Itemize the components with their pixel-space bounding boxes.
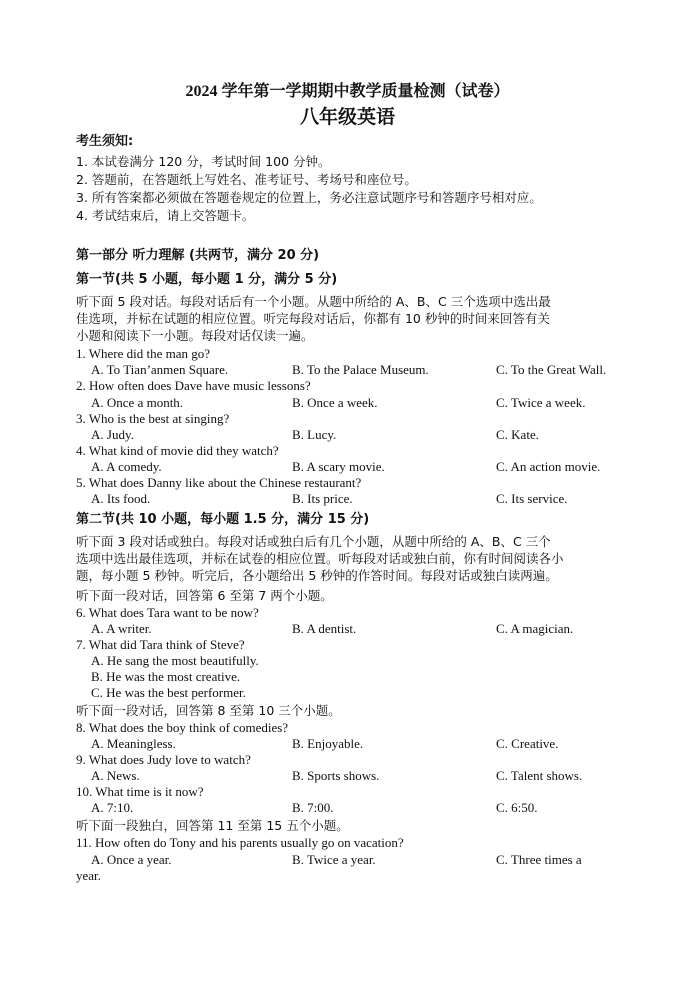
section1-instructions: 听下面 5 段对话。每段对话后有一个小题。从题中所给的 A、B、C 三个选项中选出最 佳选项，并标在试题的相应位置。听完每段对话后，你都有 10 秒钟的时间来回答有关 小题和阅读下一小题。每段对话仅读一遍。 — [76, 294, 551, 343]
option-c: C. An action movie. — [496, 459, 601, 474]
option-a: A. He sang the most beautifully. — [91, 653, 259, 668]
option-b: B. He was the most creative. — [91, 669, 241, 684]
option-b: B. Once a week. — [292, 395, 378, 410]
question-10: 10. What time is it now? — [76, 784, 204, 799]
notice-item: 2. 答题前，在答题纸上写姓名、准考证号、考场号和座位号。 — [76, 172, 417, 187]
option-b: B. 7:00. — [292, 800, 334, 815]
option-b: B. A scary movie. — [292, 459, 385, 474]
option-a: A. Once a month. — [91, 395, 184, 410]
exam-subtitle: 八年级英语 — [299, 107, 395, 128]
option-c: C. Its service. — [496, 491, 568, 506]
section2-heading: 第二节(共 10 小题，每小题 1.5 分，满分 15 分) — [76, 512, 370, 527]
option-a: A. A comedy. — [91, 459, 162, 474]
group-instruction: 听下面一段对话，回答第 8 至第 10 三个小题。 — [76, 703, 341, 718]
question-9: 9. What does Judy love to watch? — [76, 752, 251, 767]
group-instruction: 听下面一段独白，回答第 11 至第 15 五个小题。 — [76, 818, 349, 833]
option-b: B. Enjoyable. — [292, 736, 364, 751]
option-c: C. A magician. — [496, 621, 574, 636]
notice-heading: 考生须知: — [76, 134, 134, 149]
notice-item: 3. 所有答案都必须做在答题卷规定的位置上，务必注意试题序号和答题序号相对应。 — [76, 190, 542, 205]
option-b: B. To the Palace Museum. — [292, 362, 429, 377]
notice-item: 1. 本试卷满分 120 分，考试时间 100 分钟。 — [76, 154, 331, 169]
exam-title: 2024 学年第一学期期中教学质量检测（试卷） — [185, 83, 510, 100]
option-c: C. Creative. — [496, 736, 559, 751]
option-c: C. Kate. — [496, 427, 539, 442]
option-c: C. Twice a week. — [496, 395, 586, 410]
option-c: C. Three times a — [496, 852, 582, 867]
option-a: A. 7:10. — [91, 800, 134, 815]
option-b: B. A dentist. — [292, 621, 357, 636]
question-7: 7. What did Tara think of Steve? — [76, 637, 245, 652]
question-8: 8. What does the boy think of comedies? — [76, 720, 289, 735]
option-a: A. Judy. — [91, 427, 134, 442]
option-b: B. Lucy. — [292, 427, 337, 442]
option-b: B. Its price. — [292, 491, 353, 506]
question-6: 6. What does Tara want to be now? — [76, 605, 259, 620]
part1-heading: 第一部分 听力理解 (共两节，满分 20 分) — [76, 248, 320, 263]
group-instruction: 听下面一段对话，回答第 6 至第 7 两个小题。 — [76, 588, 333, 603]
question-11: 11. How often do Tony and his parents usually go on vacation? — [76, 835, 404, 850]
section2-instructions: 听下面 3 段对话或独白。每段对话或独白后有几个小题，从题中所给的 A、B、C 三个 选项中选出最佳选项，并标在试卷的相应位置。听每段对话或独白前，你有时间阅读各小 题，每小题 5 秒钟。听完后，各小题给出 5 秒钟的作答时间。每段对话或独白读两遍。 — [76, 534, 564, 583]
option-c-continuation: year. — [76, 868, 101, 883]
option-a: A. A writer. — [91, 621, 152, 636]
option-a: A. Meaningless. — [91, 736, 176, 751]
option-b: B. Sports shows. — [292, 768, 380, 783]
notice-item: 4. 考试结束后，请上交答题卡。 — [76, 208, 255, 223]
option-c: C. Talent shows. — [496, 768, 583, 783]
question-5: 5. What does Danny like about the Chinese restaurant? — [76, 475, 362, 490]
section1-heading: 第一节(共 5 小题，每小题 1 分，满分 5 分) — [76, 272, 338, 287]
option-b: B. Twice a year. — [292, 852, 376, 867]
option-a: A. To Tian’anmen Square. — [91, 362, 229, 377]
question-2: 2. How often does Dave have music lessons? — [76, 378, 311, 393]
option-a: A. Its food. — [91, 491, 151, 506]
option-c: C. To the Great Wall. — [496, 362, 607, 377]
option-c: C. 6:50. — [496, 800, 538, 815]
question-3: 3. Who is the best at singing? — [76, 411, 230, 426]
question-1: 1. Where did the man go? — [76, 346, 211, 361]
option-c: C. He was the best performer. — [91, 685, 246, 700]
question-4: 4. What kind of movie did they watch? — [76, 443, 279, 458]
option-a: A. Once a year. — [91, 852, 172, 867]
option-a: A. News. — [91, 768, 140, 783]
